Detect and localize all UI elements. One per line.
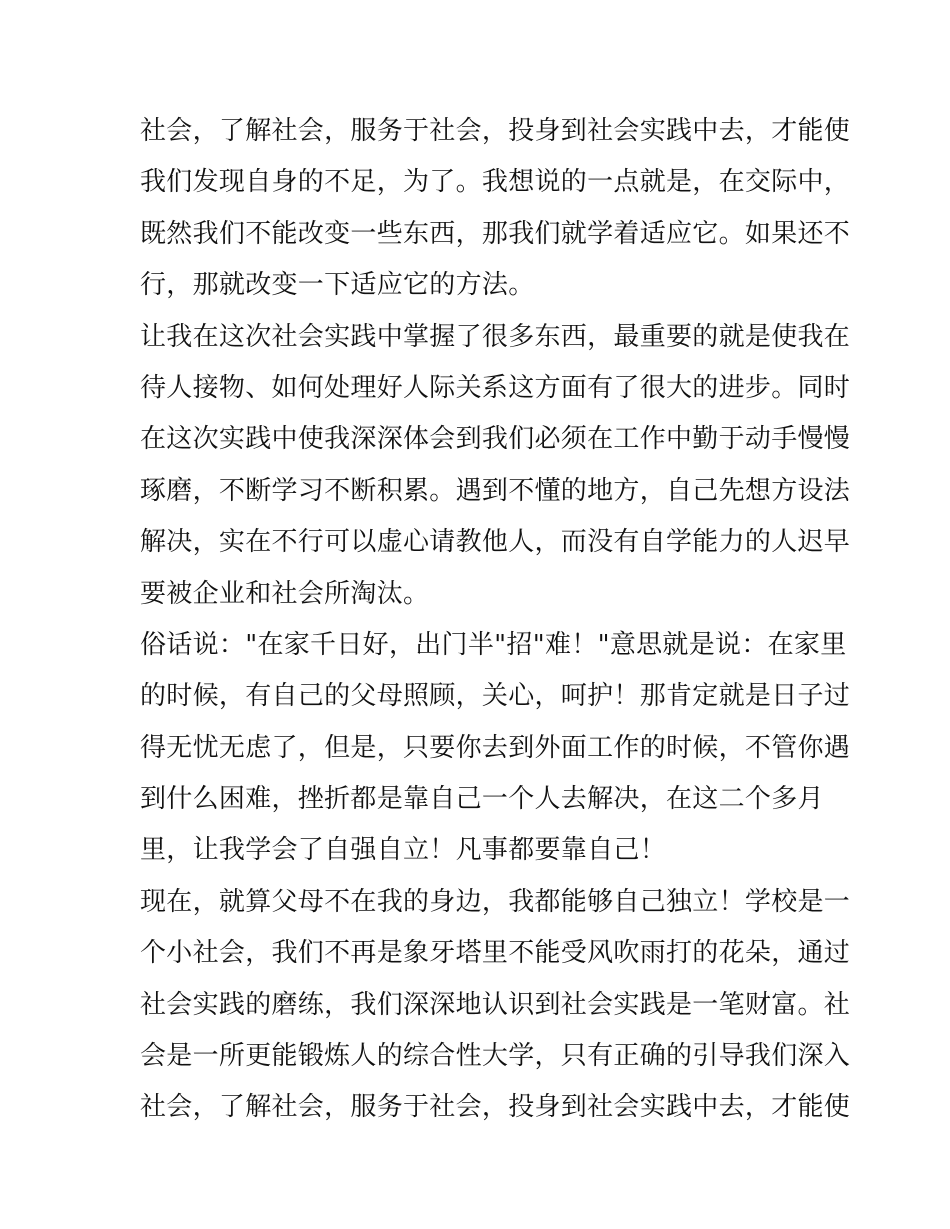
text-line: 得无忧无虑了，但是，只要你去到外面工作的时候，不管你遇 [140,732,851,763]
text-line: 行，那就改变一下适应它的方法。 [140,270,535,301]
text-line: 个小社会，我们不再是象牙塔里不能受风吹雨打的花朵，通过 [140,938,851,969]
text-line: 让我在这次社会实践中掌握了很多东西，最重要的就是使我在 [140,321,851,352]
text-line: 解决，实在不行可以虚心请教他人，而没有自学能力的人迟早 [140,527,851,558]
text-line: 要被企业和社会所淘汰。 [140,578,430,609]
text-line: 我们发现自身的不足，为了。我想说的一点就是，在交际中， [140,167,851,198]
text-line: 在这次实践中使我深深体会到我们必须在工作中勤于动手慢慢 [140,424,851,455]
text-line: 社会，了解社会，服务于社会，投身到社会实践中去，才能使 [140,116,851,146]
text-line: 的时候，有自己的父母照顾，关心，呵护！那肯定就是日子过 [140,681,851,712]
text-line: 里，让我学会了自强自立！凡事都要靠自己！ [140,835,667,866]
text-line: 会是一所更能锻炼人的综合性大学，只有正确的引导我们深入 [140,1041,851,1072]
text-line: 俗话说："在家千日好，出门半"招"难！"意思就是说：在家里 [140,629,847,660]
text-line: 社会，了解社会，服务于社会，投身到社会实践中去，才能使 [140,1092,851,1123]
text-line: 现在，就算父母不在我的身边，我都能够自己独立！学校是一 [140,886,851,917]
text-line: 待人接物、如何处理好人际关系这方面有了很大的进步。同时 [140,372,851,403]
document-body [140,106,851,1134]
text-line: 琢磨，不断学习不断积累。遇到不懂的地方，自己先想方设法 [140,475,851,506]
text-line: 既然我们不能改变一些东西，那我们就学着适应它。如果还不 [140,218,851,249]
text-line: 到什么困难，挫折都是靠自己一个人去解决，在这二个多月 [140,784,824,815]
text-line: 社会实践的磨练，我们深深地认识到社会实践是一笔财富。社 [140,989,851,1020]
